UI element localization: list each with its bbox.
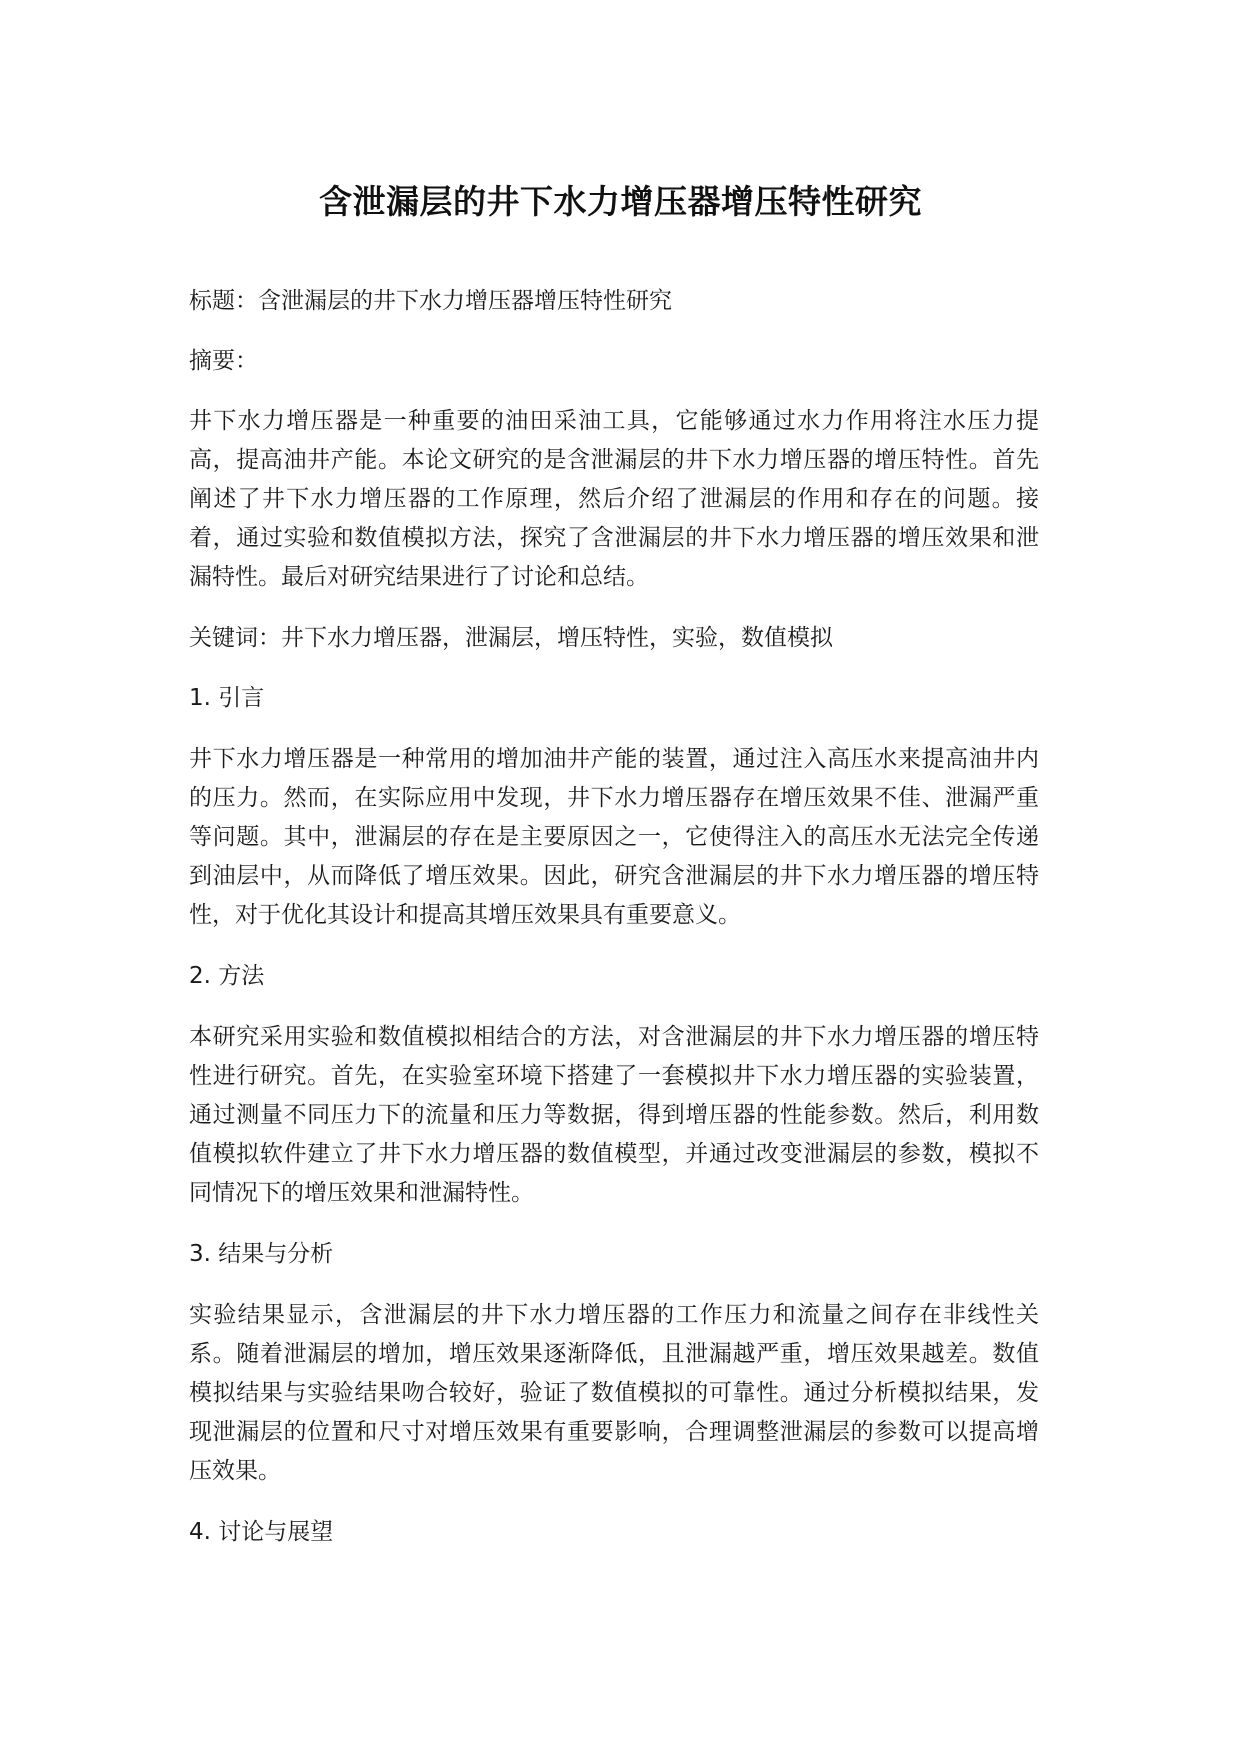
document-body [189, 282, 1039, 1574]
section-heading-introduction: 1. 引言 [189, 685, 265, 711]
document-title: 含泄漏层的井下水力增压器增压特性研究 [319, 182, 922, 221]
section-body-results: 实验结果显示，含泄漏层的井下水力增压器的工作压力和流量之间存在非线性关系。随着泄漏层的增加，增压效果逐渐降低，且泄漏越严重，增压效果越差。数值模拟结果与实验结果吻合较好，验证了数值模拟的可靠性。通过分析模拟结果，发现泄漏层的位置和尺寸对增压效果有重要影响，合理调整泄漏层的参数可以提高增压效果。 [189, 1302, 1039, 1484]
section-body-introduction: 井下水力增压器是一种常用的增加油井产能的装置，通过注入高压水来提高油井内的压力。然而，在实际应用中发现，井下水力增压器存在增压效果不佳、泄漏严重等问题。其中，泄漏层的存在是主要原因之一，它使得注入的高压水无法完全传递到油层中，从而降低了增压效果。因此，研究含泄漏层的井下水力增压器的增压特性，对于优化其设计和提高其增压效果具有重要意义。 [189, 746, 1039, 928]
keywords-line: 关键词：井下水力增压器，泄漏层，增压特性，实验，数值模拟 [189, 625, 833, 651]
section-heading-method: 2. 方法 [189, 963, 265, 989]
section-heading-discussion: 4. 讨论与展望 [189, 1519, 334, 1545]
title-line: 标题：含泄漏层的井下水力增压器增压特性研究 [189, 288, 672, 314]
section-heading-results: 3. 结果与分析 [189, 1241, 334, 1267]
abstract-text: 井下水力增压器是一种重要的油田采油工具，它能够通过水力作用将注水压力提高，提高油井产能。本论文研究的是含泄漏层的井下水力增压器的增压特性。首先阐述了井下水力增压器的工作原理，然后介绍了泄漏层的作用和存在的问题。接着，通过实验和数值模拟方法，探究了含泄漏层的井下水力增压器的增压效果和泄漏特性。最后对研究结果进行了讨论和总结。 [189, 408, 1039, 590]
abstract-label: 摘要： [189, 348, 258, 374]
section-body-method: 本研究采用实验和数值模拟相结合的方法，对含泄漏层的井下水力增压器的增压特性进行研究。首先，在实验室环境下搭建了一套模拟井下水力增压器的实验装置，通过测量不同压力下的流量和压力等数据，得到增压器的性能参数。然后，利用数值模拟软件建立了井下水力增压器的数值模型，并通过改变泄漏层的参数，模拟不同情况下的增压效果和泄漏特性。 [189, 1024, 1039, 1206]
